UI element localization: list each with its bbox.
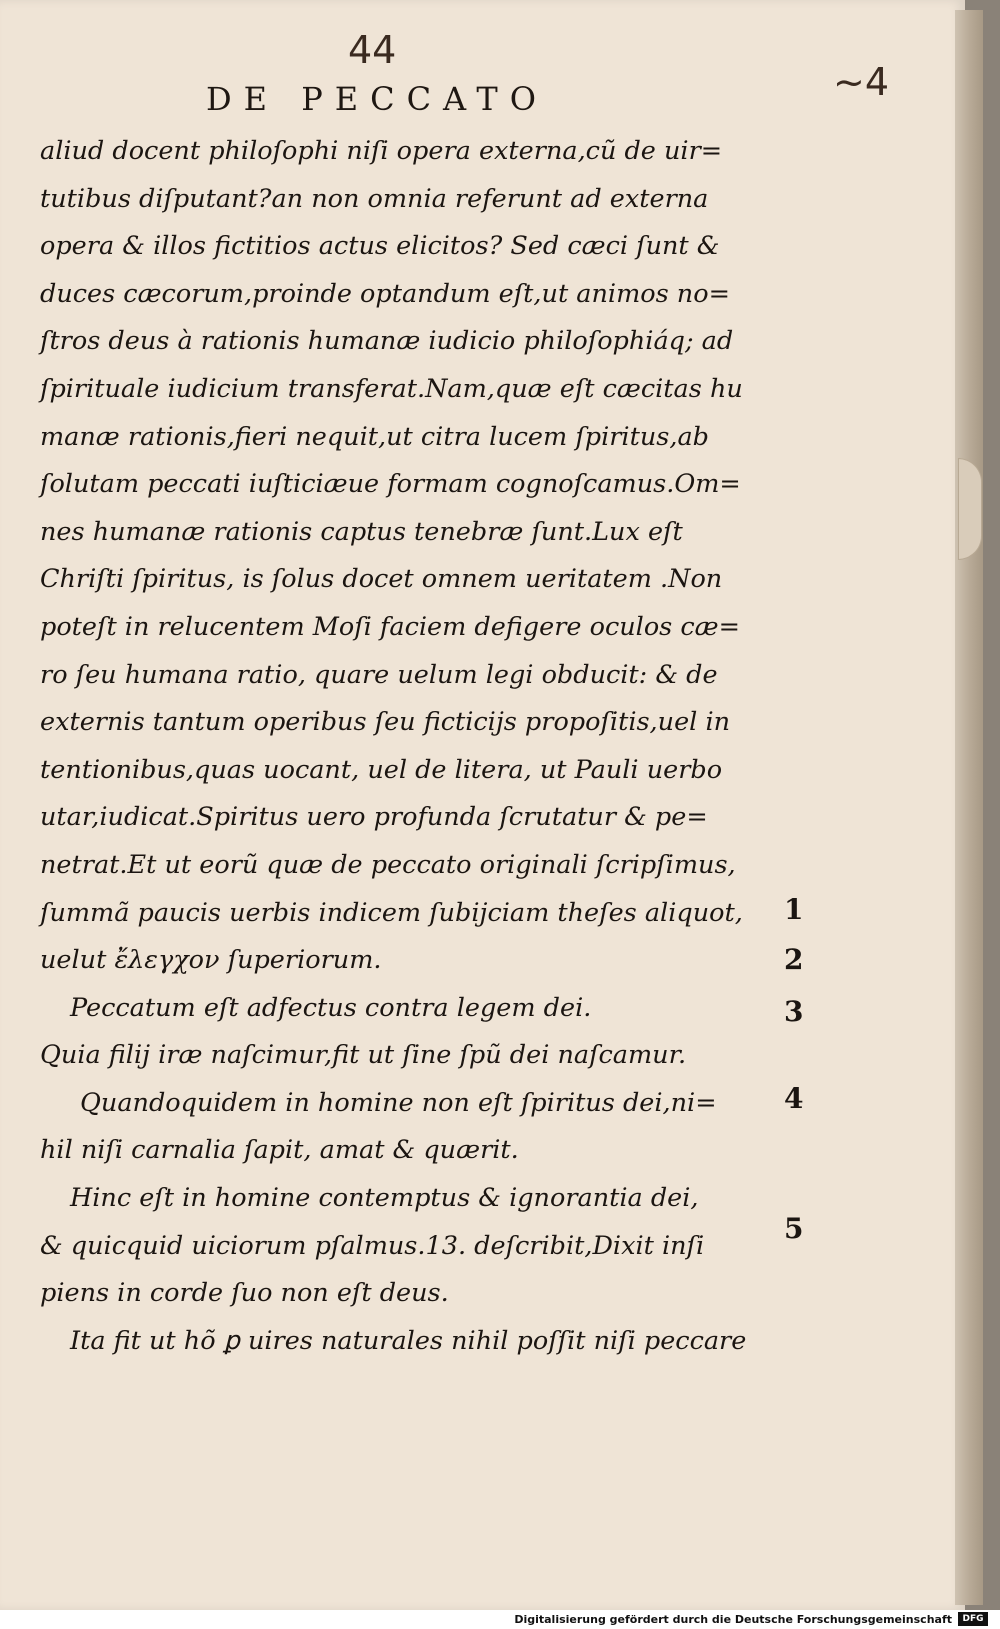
dfg-logo-icon: DFG: [958, 1612, 988, 1626]
thesis-4-line: piens in corde ſuo non eſt deus.: [40, 1278, 449, 1309]
text-line: duces cæcorum,proinde optandum eſt,ut animos no=: [40, 278, 730, 309]
text-line: netrat.Et ut eorũ quæ de peccato originali ſcripſimus,: [40, 849, 736, 880]
folio-number: 44: [348, 28, 397, 72]
digitization-credit: Digitalisierung gefördert durch die Deutsche Forschungsgemeinschaft: [514, 1613, 952, 1626]
text-line: tutibus diſputant?an non omnia referunt ad externa: [40, 183, 709, 214]
thesis-number-4: 4: [784, 1082, 804, 1115]
text-line: uelut ἔλεγχον ſuperiorum.: [40, 945, 382, 976]
text-line: nes humanæ rationis captus tenebræ ſunt.Lux eſt: [40, 516, 683, 547]
text-line: Chriſti ſpiritus, is ſolus docet omnem ueritatem .Non: [40, 564, 723, 595]
text-line: tentionibus,quas uocant, uel de litera, ut Pauli uerbo: [40, 754, 723, 785]
thesis-4-line: & quicquid uiciorum pſalmus.13. deſcribit,Dixit inſi: [40, 1230, 705, 1261]
text-line: manæ rationis,fieri nequit,ut citra lucem ſpiritus,ab: [40, 421, 709, 452]
thesis-number-2: 2: [784, 943, 804, 976]
thesis-3-line: Quandoquidem in homine non eſt ſpiritus dei,ni=: [80, 1087, 717, 1118]
page-tab: [958, 458, 982, 560]
text-line: ſummã paucis uerbis indicem ſubijciam theſes aliquot,: [40, 897, 743, 928]
running-head: DE PECCATO: [206, 80, 548, 118]
thesis-number-1: 1: [784, 893, 804, 926]
text-line: opera & illos fictitios actus elicitos? Sed cæci ſunt &: [40, 231, 720, 262]
body-text: [40, 128, 760, 1365]
thesis-number-3: 3: [784, 995, 804, 1028]
thesis-3-line: hil niſi carnalia ſapit, amat & quærit.: [40, 1135, 519, 1166]
thesis-1-line: Peccatum eſt adfectus contra legem dei.: [70, 992, 592, 1023]
text-line: poteſt in relucentem Moſi faciem defigere oculos cæ=: [40, 611, 740, 642]
thesis-2-line: Quia filij iræ naſcimur,fit ut ſine ſpũ dei naſcamur.: [40, 1040, 687, 1071]
thesis-4-line: Hinc eſt in homine contemptus & ignorantia dei,: [70, 1183, 699, 1214]
text-line: ro ſeu humana ratio, quare uelum legi obducit: & de: [40, 659, 718, 690]
text-line: utar,iudicat.Spiritus uero profunda ſcrutatur & pe=: [40, 802, 708, 833]
thesis-number-5: 5: [784, 1212, 804, 1245]
text-line: ſolutam peccati iuſticiæue formam cognoſcamus.Om=: [40, 469, 741, 500]
text-line: externis tantum operibus ſeu ficticijs propoſitis,uel in: [40, 707, 731, 738]
corner-annotation: ~4: [833, 60, 890, 104]
thesis-5-line: Ita fit ut hõ ꝑ uires naturales nihil poſſit niſi peccare: [70, 1325, 747, 1356]
text-line: aliud docent philoſophi niſi opera externa,cũ de uir=: [40, 136, 723, 166]
text-line: ſpirituale iudicium transferat.Nam,quæ eſt cæcitas hu: [40, 373, 743, 404]
text-line: ſtros deus à rationis humanæ iudicio philoſophiáq; ad: [40, 326, 734, 357]
page-edge: [955, 10, 983, 1605]
